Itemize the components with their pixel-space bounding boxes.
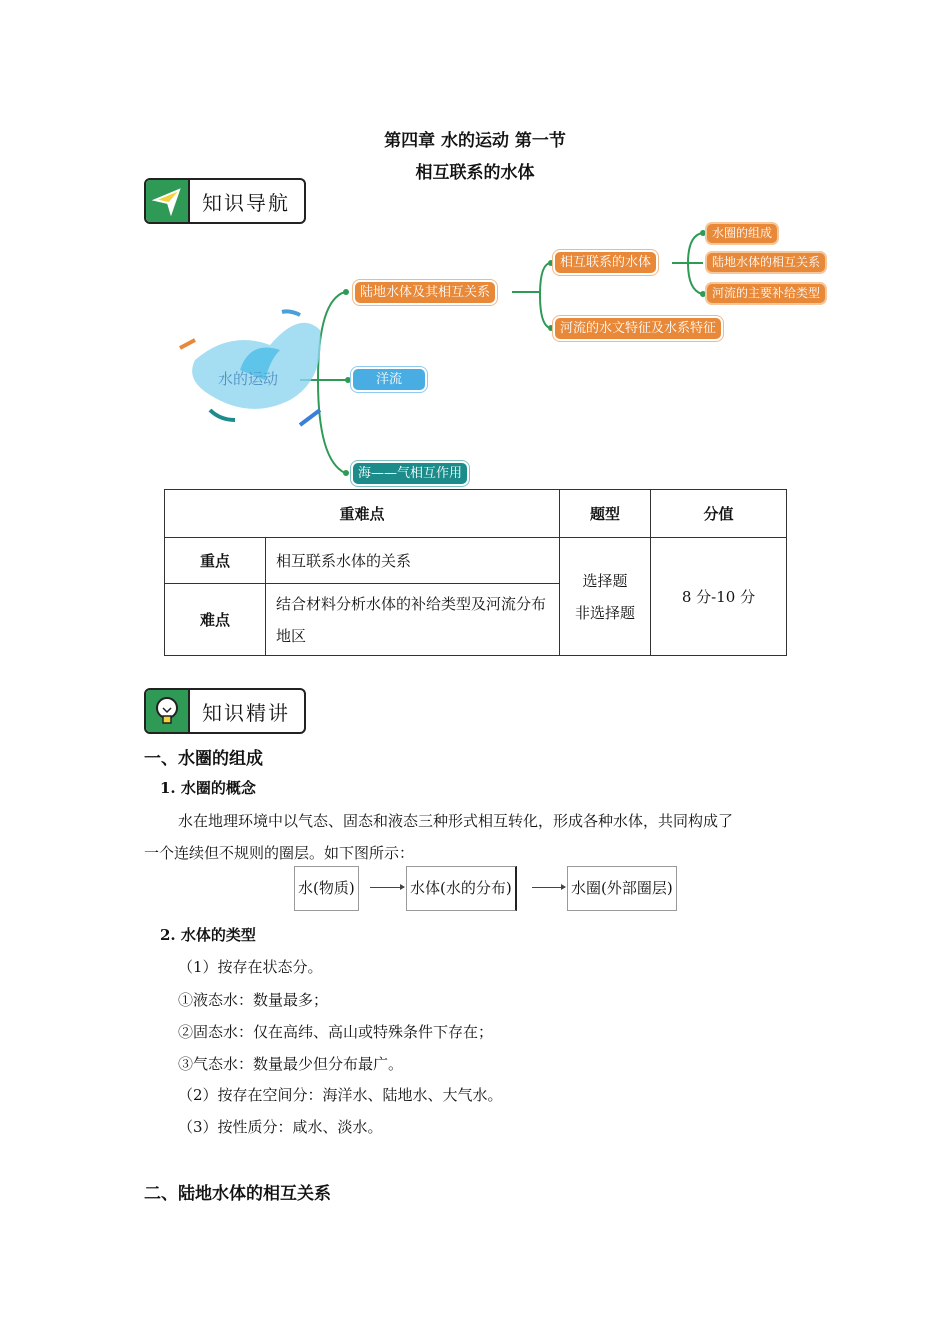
flow-box: 水(物质) xyxy=(294,866,359,911)
flow-box: 水圈(外部圈层) xyxy=(567,866,677,911)
row-content: 相互联系水体的关系 xyxy=(266,538,560,584)
subheading: 2. 水体的类型 xyxy=(160,926,256,944)
type-item: 非选择题 xyxy=(574,603,635,622)
type-item: 选择题 xyxy=(582,571,628,590)
list-item: ③气态水：数量最少但分布最广。 xyxy=(178,1055,404,1073)
badge-label: 知识精讲 xyxy=(202,700,290,725)
leaf-node: 陆地水体的相互关系 xyxy=(707,253,825,272)
arrow-right-icon xyxy=(370,887,404,888)
branch-node: 海——气相互作用 xyxy=(353,463,467,484)
leaf-node: 水圈的组成 xyxy=(707,224,777,243)
list-item: （2）按存在空间分：海洋水、陆地水、大气水。 xyxy=(178,1086,503,1104)
mindmap-connectors xyxy=(0,0,950,500)
score-cell: 8 分-10 分 xyxy=(651,538,787,656)
flow-box: 水体(水的分布) xyxy=(406,866,517,911)
row-label: 重点 xyxy=(165,538,266,584)
key-points-table xyxy=(164,489,787,656)
chapter-title: 第四章 水的运动 第一节 xyxy=(384,131,566,151)
sub-node: 相互联系的水体 xyxy=(555,252,656,273)
main-bracket xyxy=(318,292,345,473)
paragraph-line: 一个连续但不规则的圈层。如下图所示： xyxy=(144,844,415,862)
row-label: 难点 xyxy=(165,584,266,656)
lecture-badge xyxy=(144,688,306,734)
list-item: （1）按存在状态分。 xyxy=(178,958,323,976)
subheading: 1. 水圈的概念 xyxy=(160,779,256,797)
section-title: 相互联系的水体 xyxy=(415,163,535,183)
list-item: ①液态水：数量最多； xyxy=(178,991,329,1009)
header-cell: 题型 xyxy=(560,490,651,538)
branch-node: 洋流 xyxy=(353,369,425,390)
section-heading: 二、陆地水体的相互关系 xyxy=(144,1184,331,1204)
arrow-right-icon xyxy=(532,887,565,888)
paragraph-line: 水在地理环境中以气态、固态和液态三种形式相互转化，形成各种水体，共同构成了 xyxy=(178,812,734,830)
badge-label: 知识导航 xyxy=(202,190,290,215)
section-heading: 一、水圈的组成 xyxy=(144,749,263,769)
lightbulb-icon xyxy=(146,690,190,732)
question-types xyxy=(560,538,651,656)
sub-node: 河流的水文特征及水系特征 xyxy=(555,318,721,339)
leaf-node: 河流的主要补给类型 xyxy=(707,284,825,303)
list-item: （3）按性质分：咸水、淡水。 xyxy=(178,1118,383,1136)
branch-node: 陆地水体及其相互关系 xyxy=(355,282,495,303)
header-cell: 重难点 xyxy=(165,490,560,538)
header-cell: 分值 xyxy=(651,490,787,538)
list-item: ②固态水：仅在高纬、高山或特殊条件下存在； xyxy=(178,1023,494,1041)
row-content: 结合材料分析水体的补给类型及河流分布地区 xyxy=(266,584,560,656)
mindmap-center-label: 水的运动 xyxy=(218,370,279,388)
